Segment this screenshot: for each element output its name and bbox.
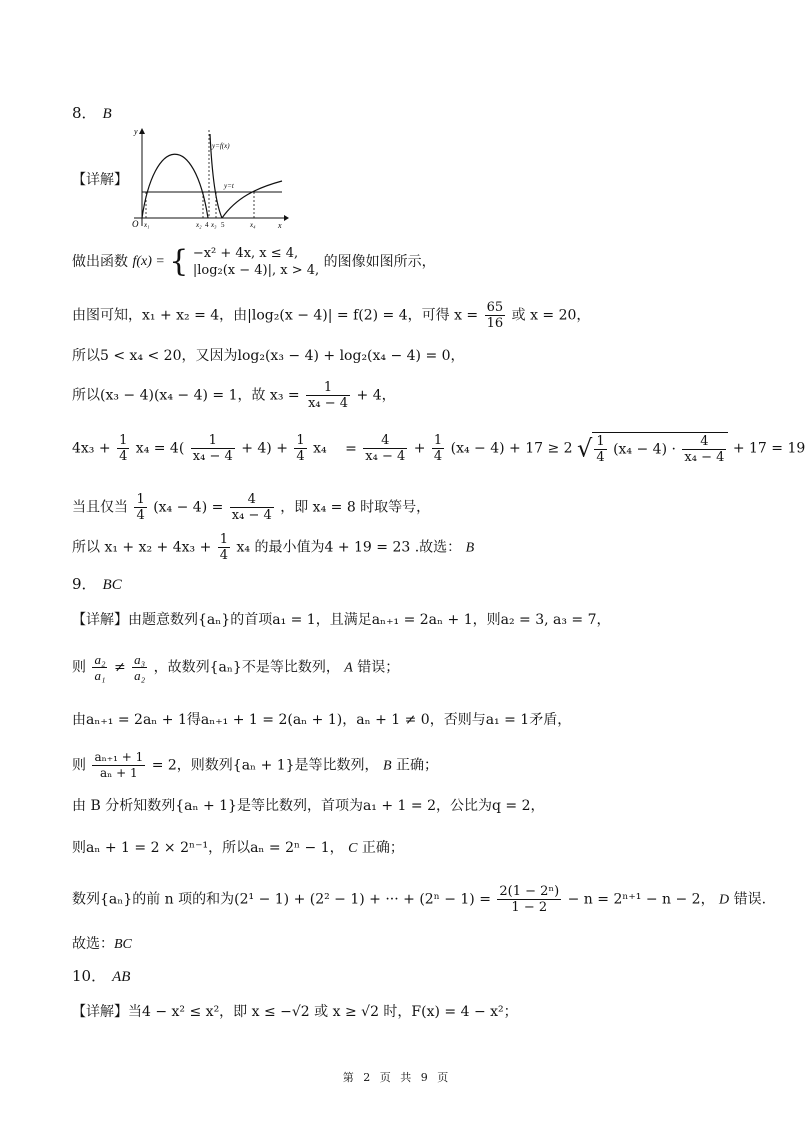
q8-final-answer: B xyxy=(465,540,475,556)
q9-l7-b: − n = 2ⁿ⁺¹ − n − 2， xyxy=(567,891,715,908)
label-four: 4 xyxy=(205,221,209,229)
frac-quarter xyxy=(117,433,129,464)
q8-line4 xyxy=(72,380,396,411)
page-footer: 第 2 页 共 9 页 xyxy=(342,1071,452,1084)
frac-num: 4 xyxy=(682,434,726,450)
q8-l5-b: x₄ = 4( xyxy=(135,440,185,457)
q8-line3: 所以5 < x₄ < 20，又因为log₂(x₃ − 4) + log₂(x₄ − 4) = 0， xyxy=(72,348,465,364)
frac-den: 4 xyxy=(596,450,605,465)
q8-line2 xyxy=(72,300,590,331)
frac-den: 16 xyxy=(486,316,504,331)
q9-line6 xyxy=(72,838,404,859)
parabola-curve xyxy=(142,154,208,218)
frac-num: 2(1 − 2ⁿ) xyxy=(499,884,560,899)
frac-num: 1 xyxy=(296,433,305,448)
q9-conclusion-label: 故选： xyxy=(72,936,114,952)
q9-l6-d: 正确； xyxy=(361,840,404,856)
q8-l5-e: = xyxy=(345,440,357,457)
q8-l5-h: + 17 = 19 xyxy=(732,440,805,457)
frac-den: a₁ xyxy=(94,668,106,683)
q10-answer: AB xyxy=(112,969,131,985)
q9-line5: 由 B 分析知数列{aₙ + 1}是等比数列，首项为a₁ + 1 = 2，公比为q = 2， xyxy=(72,798,545,814)
q9-neq: ≠ xyxy=(113,659,126,676)
label-curve: y=f(x) xyxy=(212,142,230,150)
q8-case2: |log₂(x − 4)|, x > 4, xyxy=(192,263,320,278)
frac-four-x4 xyxy=(363,433,407,464)
q9-line7 xyxy=(72,884,766,915)
frac-den: x₄ − 4 xyxy=(231,508,272,523)
frac-quarter xyxy=(432,433,444,464)
q9-final-answer: BC xyxy=(114,937,132,952)
q9-option-a: A xyxy=(344,660,353,676)
q10-line1: 【详解】当4 − x² ≤ x²，即 x ≤ −√2 或 x ≥ √2 时，F(x) = 4 − x²； xyxy=(72,1004,518,1020)
q9-line4 xyxy=(72,750,438,781)
q8-line7 xyxy=(72,532,474,563)
q8-line1-pre: 做出函数 xyxy=(72,254,128,270)
q8-l5-d: x₄ xyxy=(313,440,327,457)
q8-line4-a: 所以(x₃ − 4)(x₄ − 4) = 1，故 x₃ = xyxy=(72,387,300,404)
frac-num: 1 xyxy=(219,532,229,547)
frac-den: x₄ − 4 xyxy=(192,449,233,464)
q8-line1 xyxy=(72,244,436,280)
frac-den: 4 xyxy=(433,449,443,464)
frac-x3 xyxy=(306,380,350,411)
label-five: 5 xyxy=(221,221,225,229)
frac-num: 65 xyxy=(486,300,504,315)
q8-l6-b: (x₄ − 4) = xyxy=(153,499,224,516)
q8-answer: B xyxy=(102,106,112,122)
sqrt-body xyxy=(592,432,728,465)
q8-line6 xyxy=(72,492,430,523)
label-x1: x₁ xyxy=(144,221,150,229)
q8-line4-b: + 4， xyxy=(356,387,396,404)
label-x2: x₂ xyxy=(196,221,202,229)
q8-header xyxy=(72,103,112,124)
frac-num: 1 xyxy=(306,380,350,396)
frac-quarter xyxy=(134,492,146,523)
q9-line2 xyxy=(72,652,399,683)
q9-l6-a: 则aₙ + 1 = 2 × 2ⁿ⁻¹，所以aₙ = 2ⁿ − 1， xyxy=(72,840,344,856)
sqrt-sign: √ xyxy=(577,434,593,463)
q8-line2-a: 由图可知，x₁ + x₂ = 4，由|log₂(x − 4)| = f(2) = 4，可得 x = xyxy=(72,307,479,324)
frac-65-16 xyxy=(485,300,506,331)
q9-number: 9． xyxy=(72,575,97,593)
frac-den: a₂ xyxy=(134,668,146,683)
frac-num: 1 xyxy=(136,492,145,507)
q9-header xyxy=(72,574,122,595)
q10-header xyxy=(72,966,130,987)
q9-l4-d: 正确； xyxy=(396,757,439,774)
q9-l7-a: 数列{aₙ}的前 n 项的和为(2¹ − 1) + (2² − 1) + ··· + (2ⁿ − 1) = xyxy=(72,891,491,908)
frac-den: 4 xyxy=(219,548,229,563)
q9-line1: 【详解】由题意数列{aₙ}的首项a₁ = 1，且满足aₙ₊₁ = 2aₙ + 1，则a₂ = 3, a₃ = 7， xyxy=(72,612,611,628)
frac-quarter xyxy=(218,532,230,563)
q9-l2-a: 则 xyxy=(72,659,86,676)
frac-den: 4 xyxy=(119,449,128,464)
frac-num: 1 xyxy=(191,433,235,449)
label-origin: O xyxy=(132,219,139,229)
frac-den: 4 xyxy=(296,449,305,464)
q8-line1-func: f(x) = xyxy=(132,254,165,269)
y-axis-arrow xyxy=(139,128,145,134)
frac-num: 4 xyxy=(363,433,407,449)
q9-option-b: B xyxy=(383,758,392,774)
q9-l2-d: 错误； xyxy=(357,659,400,676)
frac-den: x₄ − 4 xyxy=(684,450,725,465)
q8-l5-c: + 4) + xyxy=(241,440,288,457)
frac-sum xyxy=(497,884,561,915)
frac-four-x4 xyxy=(682,434,726,465)
frac-ratio xyxy=(92,750,145,781)
q8-l6-a: 当且仅当 xyxy=(72,499,128,516)
frac-num: 1 xyxy=(119,433,128,448)
label-line: y=t xyxy=(224,182,234,190)
sqrt-expression xyxy=(577,432,728,465)
q9-l4-a: 则 xyxy=(72,757,86,774)
frac-den: 4 xyxy=(136,508,145,523)
q8-case1: −x² + 4x, x ≤ 4, xyxy=(192,246,299,261)
q9-option-c: C xyxy=(348,841,358,856)
frac-num: 1 xyxy=(596,434,605,449)
q9-answer: BC xyxy=(102,577,122,593)
frac-four-x4 xyxy=(230,492,274,523)
q9-l2-b: ，故数列{aₙ}不是等比数列， xyxy=(153,659,340,676)
q9-l7-d: 错误. xyxy=(733,891,767,908)
frac-num: 1 xyxy=(433,433,443,448)
label-y: y xyxy=(134,127,138,136)
piecewise-brace: { xyxy=(169,244,189,279)
q8-detail-label: 【详解】 xyxy=(72,172,128,188)
q8-line2-b: 或 x = 20， xyxy=(511,307,591,324)
q8-l5-f: + xyxy=(413,440,426,457)
q9-l4-b: = 2，则数列{aₙ + 1}是等比数列， xyxy=(151,757,379,774)
frac-quarter xyxy=(294,433,306,464)
frac-a2-a1 xyxy=(92,652,107,683)
frac-one-x4 xyxy=(191,433,235,464)
q9-line3: 由aₙ₊₁ = 2aₙ + 1得aₙ₊₁ + 1 = 2(aₙ + 1)，aₙ + 1 ≠ 0，否则与a₁ = 1矛盾， xyxy=(72,712,572,728)
q8-l5-a: 4x₃ + xyxy=(72,440,111,457)
q8-l5-g: (x₄ − 4) + 17 ≥ 2 xyxy=(450,440,573,457)
label-x: x xyxy=(278,221,282,230)
piecewise-cases xyxy=(193,245,319,279)
frac-den: x₄ − 4 xyxy=(365,449,406,464)
label-x4: x₄ xyxy=(250,221,256,229)
q9-conclusion xyxy=(72,934,132,955)
frac-num: 4 xyxy=(230,492,274,508)
q8-l7-b: x₄ 的最小值为4 + 19 = 23 .故选： xyxy=(236,539,462,556)
frac-num: a₃ xyxy=(134,652,146,667)
q8-l6-c: ，即 x₄ = 8 时取等号， xyxy=(280,499,431,516)
q9-option-d: D xyxy=(719,892,730,908)
q8-line1-post: 的图像如图所示， xyxy=(323,254,436,270)
q10-number: 10． xyxy=(72,967,107,985)
x-axis-arrow xyxy=(284,215,289,221)
frac-den: aₙ + 1 xyxy=(100,766,138,780)
frac-num: a₂ xyxy=(94,652,106,667)
frac-den: 1 − 2 xyxy=(511,900,548,915)
frac-num: aₙ₊₁ + 1 xyxy=(94,750,144,764)
frac-a3-a2 xyxy=(132,652,147,683)
frac-den: x₄ − 4 xyxy=(308,396,349,411)
q8-l5-sqrt: (x₄ − 4) · xyxy=(613,441,676,458)
label-x3: x₃ xyxy=(211,221,217,229)
function-graph xyxy=(120,126,290,230)
q8-number: 8． xyxy=(72,104,97,122)
frac-quarter xyxy=(594,434,606,465)
q8-l7-a: 所以 x₁ + x₂ + 4x₃ + xyxy=(72,539,212,556)
q8-line5 xyxy=(72,432,805,465)
